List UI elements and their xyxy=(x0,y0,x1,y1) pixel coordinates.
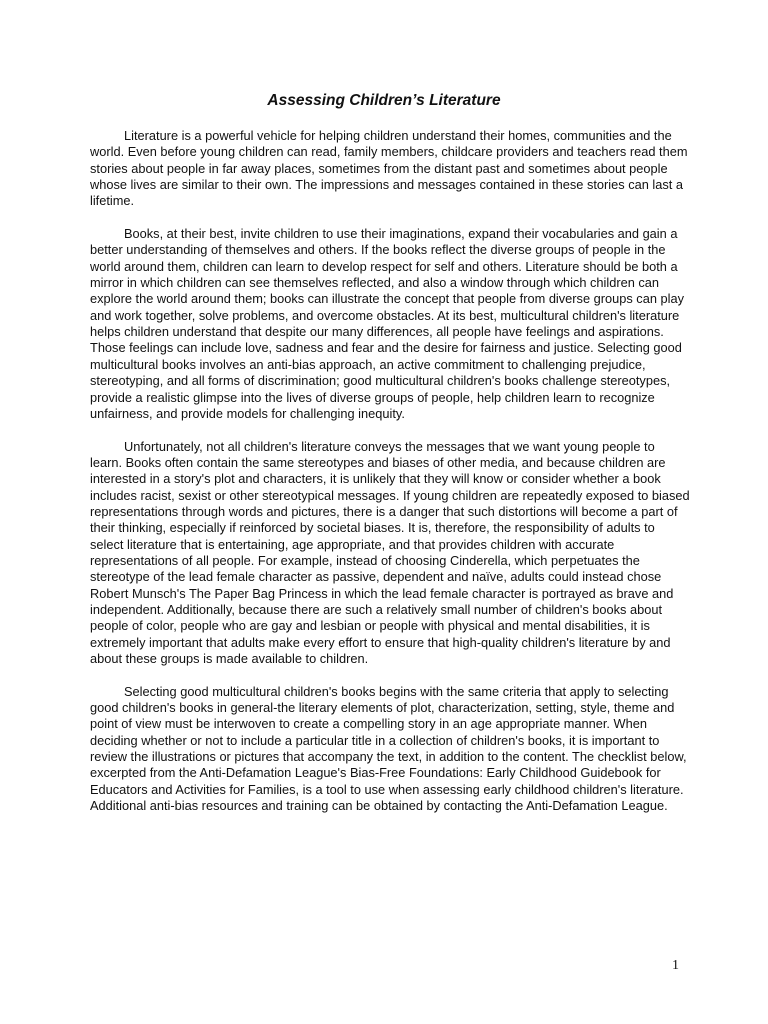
paragraph-1: Literature is a powerful vehicle for helping children understand their homes, communities and the world. Even before young children can read, family members, childcare providers and teachers read them stories about people in far away places, sometimes from the distant past and sometimes about people whose lives are similar to their own. The impressions and messages contained in these stories can last a lifetime. xyxy=(90,128,688,209)
paragraph-2: Books, at their best, invite children to use their imaginations, expand their vocabularies and gain a better understanding of themselves and others. If the books reflect the diverse groups of people in the world around them, children can learn to develop respect for self and others. Literature should be both a mirror in which children can see themselves reflected, and also a window through which children can explore the world around them; books can illustrate the concept that people from diverse groups can play and work together, solve problems, and overcome obstacles. At its best, multicultural children's literature helps children understand that despite our many differences, all people have feelings and aspirations. Those feelings can include love, sadness and fear and the desire for fairness and justice. Selecting good multicultural books involves an anti-bias approach, an active commitment to challenging prejudice, stereotyping, and all forms of discrimination; good multicultural children's books challenge stereotypes, provide a realistic glimpse into the lives of diverse groups of people, help children learn to recognize unfairness, and provide models for challenging inequity. xyxy=(90,226,684,421)
document-body xyxy=(90,128,690,831)
document-title: Assessing Children’s Literature xyxy=(267,92,501,109)
paragraph-3: Unfortunately, not all children's literature conveys the messages that we want young people to learn. Books often contain the same stereotypes and biases of other media, and because children are interested in a story's plot and characters, it is unlikely that they will know or consider whether a book includes racist, sexist or other stereotypical messages. If young children are repeatedly exposed to biased representations through words and pictures, there is a danger that such distortions will become a part of their thinking, especially if reinforced by societal biases. It is, therefore, the responsibility of adults to select literature that is entertaining, age appropriate, and that provides children with accurate representations of all people. For example, instead of choosing Cinderella, which perpetuates the stereotype of the lead female character as passive, dependent and naïve, adults could instead chose Robert Munsch's The Paper Bag Princess in which the lead female character is portrayed as brave and independent. Additionally, because there are such a relatively small number of children's books about people of color, people who are gay and lesbian or people with physical and mental disabilities, it is extremely important that adults make every effort to ensure that high-quality children's literature by and about these groups is made available to children. xyxy=(90,438,690,666)
page-number: 1 xyxy=(672,958,679,973)
paragraph-4: Selecting good multicultural children's books begins with the same criteria that apply to selecting good children's books in general-the literary elements of plot, characterization, setting, style, theme and point of view must be interwoven to create a compelling story in an age appropriate manner. When deciding whether or not to include a particular title in a collection of children's books, it is important to review the illustrations or pictures that accompany the text, in addition to the content. The checklist below, excerpted from the Anti-Defamation League's Bias-Free Foundations: Early Childhood Guidebook for Educators and Activities for Families, is a tool to use when assessing early childhood children's literature. Additional anti-bias resources and training can be obtained by contacting the Anti-Defamation League. xyxy=(90,683,687,814)
